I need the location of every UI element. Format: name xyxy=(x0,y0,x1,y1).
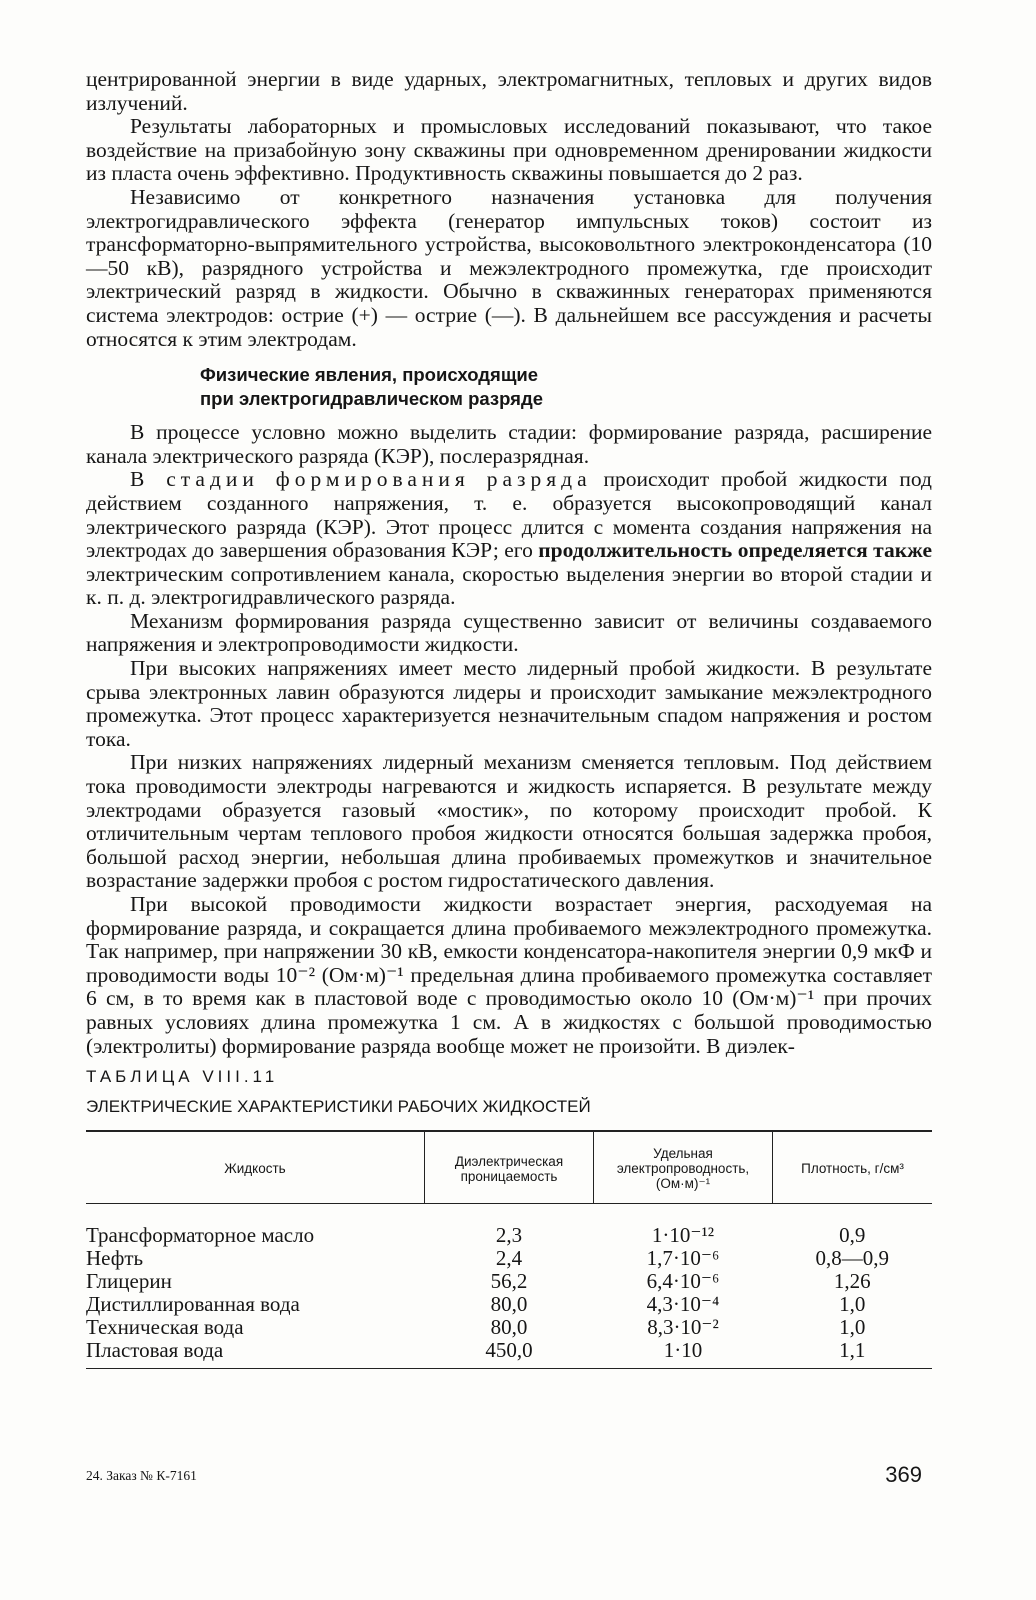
liquids-table xyxy=(86,1130,932,1369)
page-number: 369 xyxy=(885,1462,922,1487)
formation-text-a: происходит пробой жидкости под действием созданного напряжения, т. е. образуется высокопроводящий канал электрического разряда (КЭР). Этот процесс длится с момента создания напряжения на электродах до завершения образования КЭР; его xyxy=(86,467,932,563)
cell-permittivity: 80,0 xyxy=(490,1315,528,1340)
section-heading xyxy=(200,363,932,411)
cell-density: 1,0 xyxy=(839,1292,866,1317)
cell-liquid: Нефть xyxy=(86,1246,144,1271)
cell-permittivity: 2,4 xyxy=(495,1246,523,1271)
cell-density: 1,26 xyxy=(833,1269,871,1294)
cell-conductivity: 4,3·10⁻⁴ xyxy=(646,1292,720,1317)
paragraph-formation-stage xyxy=(86,468,932,610)
paragraph-results: Результаты лабораторных и промысловых исследований показывают, что такое воздействие на призабойную зону скважины при одновременном дренировании жидкости из пласта очень эффективно. Продуктивность скважины повышается до 2 раз. xyxy=(86,114,932,186)
header-permittivity: Диэлектрическая проницаемость xyxy=(425,1131,594,1204)
table-row xyxy=(86,1293,932,1316)
cell-liquid: Трансформаторное масло xyxy=(86,1223,315,1248)
table-title: ЭЛЕКТРИЧЕСКИЕ ХАРАКТЕРИСТИКИ РАБОЧИХ ЖИДКОСТЕЙ xyxy=(86,1097,591,1117)
table-row xyxy=(86,1316,932,1339)
paragraph-installation: Независимо от конкретного назначения установка для получения электрогидравлического эффекта (генератор импульсных токов) состоит из трансформаторно-выпрямительного устройства, высоковольтного электроконденсатора (10—50 кВ), разрядного устройства и межэлектродного промежутка, где происходит электрический разряд в жидкости. Обычно в скважинных генераторах применяются система электродов: острие (+) — острие (—). В дальнейшем все рассуждения и расчеты относятся к этим электродам. xyxy=(86,184,932,351)
table-row xyxy=(86,1339,932,1369)
bold-emphasis: продолжительность определяется также xyxy=(538,538,932,563)
cell-conductivity: 1·10 xyxy=(594,1339,773,1369)
header-conductivity: Удельная электропроводность, (Ом·м)⁻¹ xyxy=(594,1131,773,1204)
cell-liquid: Техническая вода xyxy=(86,1315,244,1340)
spaced-emphasis: В стадии формирования разряда xyxy=(130,467,592,492)
header-density: Плотность, г/см³ xyxy=(773,1131,933,1204)
cell-density: 1,1 xyxy=(773,1339,933,1369)
cell-density: 0,8—0,9 xyxy=(815,1246,889,1271)
page-footer xyxy=(86,1462,932,1492)
section-heading-line-1: Физические явления, происходящие xyxy=(200,364,539,386)
paragraph-continuation: центрированной энергии в виде ударных, электромагнитных, тепловых и других видов излучений. xyxy=(86,67,932,115)
cell-permittivity: 56,2 xyxy=(490,1269,528,1294)
header-liquid: Жидкость xyxy=(86,1131,425,1204)
cell-permittivity: 2,3 xyxy=(495,1223,523,1248)
cell-permittivity: 80,0 xyxy=(490,1292,528,1317)
cell-permittivity: 450,0 xyxy=(425,1339,594,1369)
cell-conductivity: 8,3·10⁻² xyxy=(647,1315,719,1340)
table-row xyxy=(86,1247,932,1270)
paragraph-conductivity: При высокой проводимости жидкости возрастает энергия, расходуемая на формирование разряда, и сокращается длина пробиваемого межэлектродного промежутка. Так например, при напряжении 30 кВ, емкости конденсатора-накопителя энергии 0,9 мкФ и проводимости воды 10⁻² (Ом·м)⁻¹ предельная длина пробиваемого промежутка составляет 6 см, в то время как в пластовой воде с проводимостью около 10 (Ом·м)⁻¹ при прочих равных условиях длина промежутка 1 см. А в жидкостях с большой проводимостью (электролиты) формирование разряда вообще может не произойти. В диэлек- xyxy=(86,892,932,1058)
paragraph-high-voltage: При высоких напряжениях имеет место лидерный пробой жидкости. В результате срыва электронных лавин образуются лидеры и происходит замыкание межэлектродного промежутка. Этот процесс характеризуется незначительным спадом напряжения и ростом тока. xyxy=(86,656,932,751)
cell-liquid: Дистиллированная вода xyxy=(86,1292,300,1317)
table-row xyxy=(86,1204,932,1248)
paragraph-mechanism: Механизм формирования разряда существенно зависит от величины создаваемого напряжения и электропроводимости жидкости. xyxy=(86,608,932,657)
cell-conductivity: 6,4·10⁻⁶ xyxy=(646,1269,720,1294)
print-order-note: 24. Заказ № К-7161 xyxy=(86,1468,197,1483)
cell-conductivity: 1,7·10⁻⁶ xyxy=(646,1246,720,1271)
cell-liquid: Глицерин xyxy=(86,1269,172,1294)
cell-conductivity: 1·10⁻¹² xyxy=(651,1223,715,1248)
paragraph-low-voltage: При низких напряжениях лидерный механизм сменяется тепловым. Под действием тока проводимости электроды нагреваются и жидкость испаряется. В результате между электродами образуется газовый «мостик», по которому происходит пробой. К отличительным чертам теплового пробоя жидкости относятся большая задержка пробоя, большой расход энергии, небольшая длина пробиваемых промежутков и значительное возрастание задержки пробоя с ростом гидростатического давления. xyxy=(86,750,932,893)
page-body xyxy=(86,68,932,1369)
table-header-row xyxy=(86,1131,932,1204)
formation-text-b: электрическим сопротивлением канала, скоростью выделения энергии во второй стадии и к. п. д. электрогидравлического разряда. xyxy=(86,561,932,610)
cell-density: 1,0 xyxy=(839,1315,866,1340)
cell-density: 0,9 xyxy=(839,1223,866,1248)
table-caption: ТАБЛИЦА VIII.11 xyxy=(86,1067,279,1087)
cell-liquid: Пластовая вода xyxy=(86,1339,425,1369)
paragraph-stages: В процессе условно можно выделить стадии: формирование разряда, расширение канала электрического разряда (КЭР), послеразрядная. xyxy=(86,420,932,468)
section-heading-line-2: при электрогидравлическом разряде xyxy=(200,388,543,410)
table-row xyxy=(86,1270,932,1293)
